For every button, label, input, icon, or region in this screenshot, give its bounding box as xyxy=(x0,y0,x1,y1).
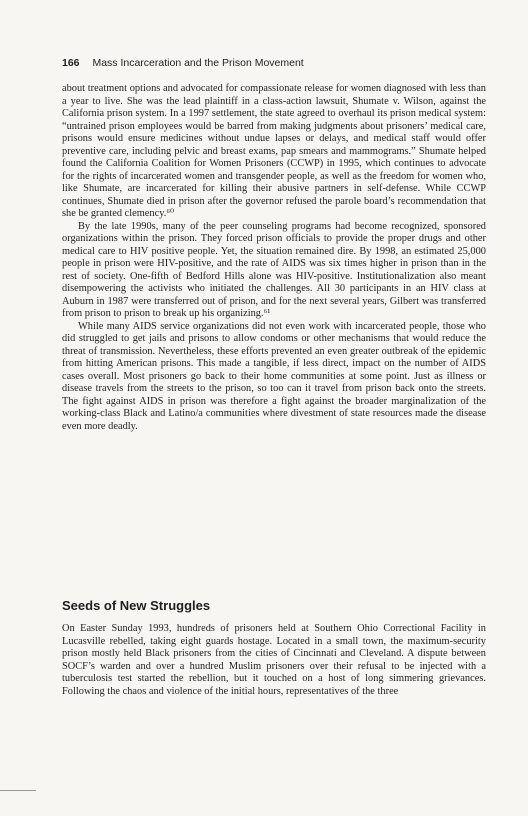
page-number: 166 xyxy=(62,57,80,69)
paragraph-2: By the late 1990s, many of the peer counseling programs had become recognized, sponsored organizations within the prison. They forced prison officials to provide the proper drugs and other medical care to HIV positive people. Yet, the situation remained dire. By 1998, an estimated 25,000 people in prison were HIV-positive, and the rate of AIDS was six times higher in prison than in the rest of society. One-fifth of Bedford Hills alone was HIV-positive. Institutionalization also meant disempowering the activists who initiated the challenges. All 30 participants in an HIV class at Auburn in 1987 were transferred out of prison, and for the next several years, Gilbert was transferred from prison to prison to break up his organizing.⁶¹ xyxy=(62,220,486,319)
section-heading: Seeds of New Struggles xyxy=(62,598,211,613)
running-title: Mass Incarceration and the Prison Movement xyxy=(92,57,304,69)
section-body xyxy=(62,623,486,698)
body-text xyxy=(62,83,486,433)
running-header xyxy=(62,56,482,70)
paragraph-1: about treatment options and advocated for compassionate release for women diagnosed with less than a year to live. She was the lead plaintiff in a class-action lawsuit, Shumate v. Wilson, against the California prison system. In a 1997 settlement, the state agreed to overhaul its prison medical system: “untrained prison employees would be barred from making judgments about prisoners’ medical care, prisons would ensure medicines without undue lapses or delays, and medical staff would offer preventive care, including pelvic and breast exams, pap smears and mammograms.” Shumate helped found the California Coalition for Women Prisoners (CCWP) in 1995, which continues to advocate for the rights of incarcerated women and transgender people, as well as the freedom for women who, like Shumate, are incarcerated for killing their abusive partners in self-defense. While CCWP continues, Shumate died in prison after the governor refused the parole board’s recommendation that she be granted clemency.⁶⁰ xyxy=(62,83,486,219)
section-paragraph: On Easter Sunday 1993, hundreds of prisoners held at Southern Ohio Correctional Facility in Lucasville rebelled, taking eight guards hostage. Located in a small town, the maximum-security prison mostly held Black prisoners from the cities of Cincinnati and Cleveland. A dispute between SOCF’s warden and over a hundred Muslim prisoners over their refusal to be injected with a tuberculosis test started the rebellion, but it touched on a host of long simmering grievances. Following the chaos and violence of the initial hours, representatives of the three xyxy=(62,623,486,697)
margin-rule xyxy=(0,790,36,791)
paragraph-3: While many AIDS service organizations did not even work with incarcerated people, those who did struggled to get jails and prisons to allow condoms or other mechanisms that would reduce the threat of transmission. Nevertheless, these efforts prevented an even greater outbreak of the epidemic from hitting American prisons. This made a tangible, if less direct, impact on the number of AIDS cases overall. Most prisoners go back to their home communities at some point. Just as illness or disease travels from the streets to the prison, so too can it travel from prison back onto the streets. The fight against AIDS in prison was therefore a fight against the broader marginalization of the working-class Black and Latino/a communities where divestment of state resources made the disease even more deadly. xyxy=(62,320,486,432)
